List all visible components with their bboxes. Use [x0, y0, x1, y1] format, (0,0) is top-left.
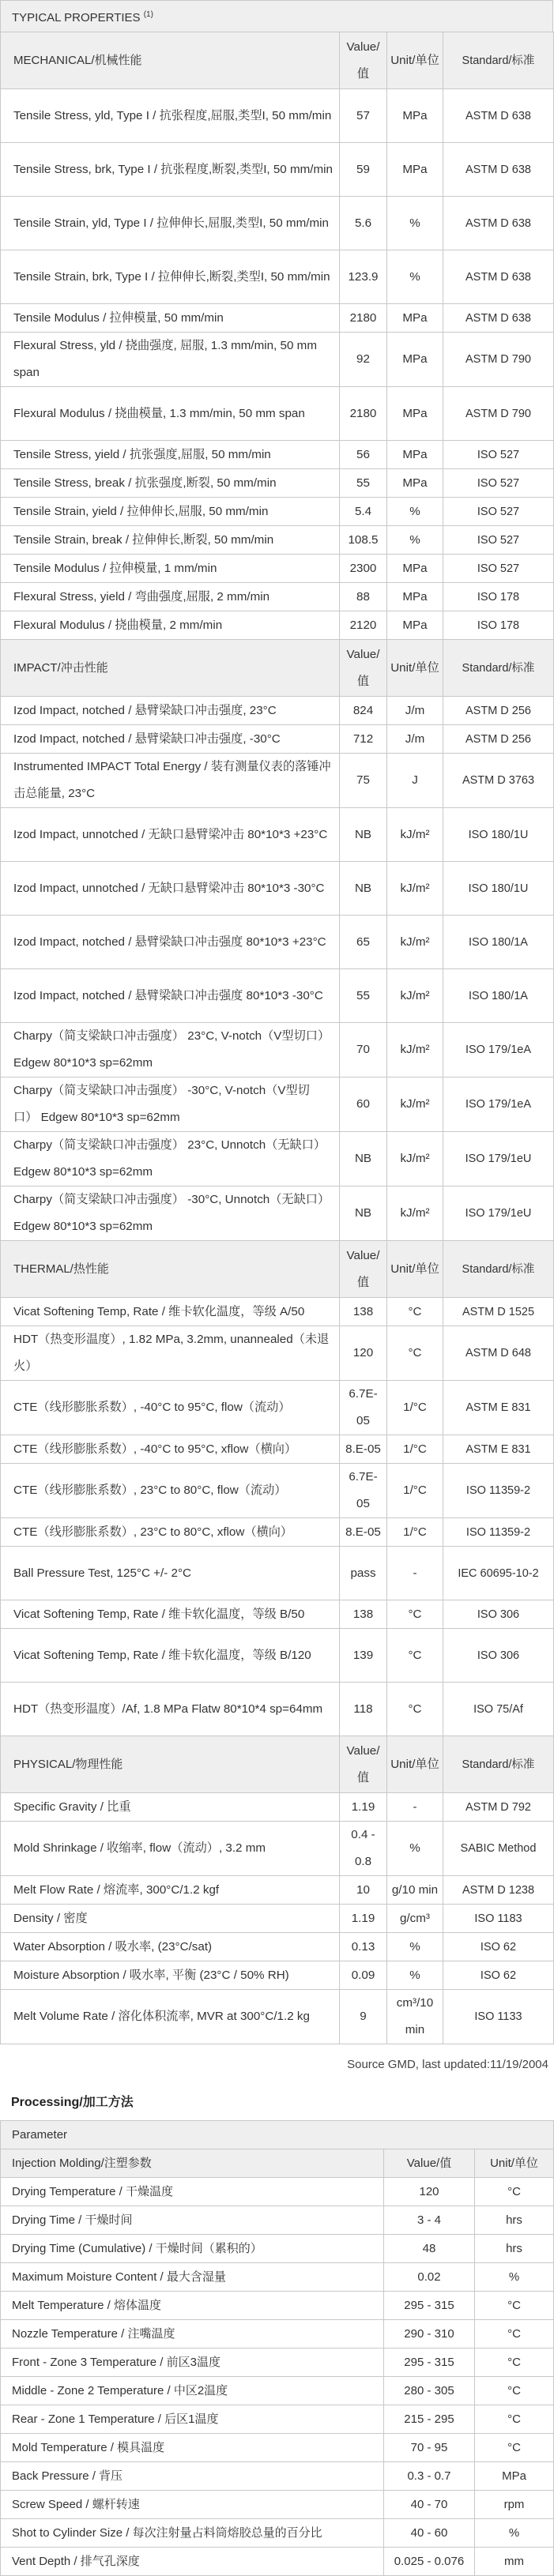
processing-row [1, 2491, 554, 2519]
property-row [1, 1326, 554, 1381]
property-name: Instrumented IMPACT Total Energy / 装有测量仪表的落锤冲击总能量, 23°C [1, 754, 340, 808]
property-row [1, 1933, 554, 1961]
property-unit: kJ/m² [387, 862, 443, 916]
property-standard: ISO 527 [443, 555, 554, 583]
property-value: 138 [340, 1600, 387, 1629]
property-unit: °C [387, 1683, 443, 1736]
property-value: 2300 [340, 555, 387, 583]
property-standard: ASTM D 648 [443, 1326, 554, 1381]
section-title: MECHANICAL/机械性能 [1, 32, 340, 89]
property-standard: ASTM D 792 [443, 1793, 554, 1822]
property-name: Flexural Stress, yield / 弯曲强度,屈服, 2 mm/min [1, 583, 340, 611]
property-unit: °C [387, 1600, 443, 1629]
property-row [1, 333, 554, 387]
property-name: Density / 密度 [1, 1905, 340, 1933]
property-standard: ISO 179/1eU [443, 1186, 554, 1241]
column-header-value: Value/值 [340, 1241, 387, 1298]
property-value: NB [340, 862, 387, 916]
section-title: THERMAL/热性能 [1, 1241, 340, 1298]
property-unit: kJ/m² [387, 1077, 443, 1132]
property-name: Izod Impact, unnotched / 无缺口悬臂梁冲击 80*10*3 +23°C [1, 808, 340, 862]
column-header-unit: Unit/单位 [387, 1241, 443, 1298]
property-name: Izod Impact, notched / 悬臂梁缺口冲击强度, 23°C [1, 697, 340, 725]
property-row [1, 1381, 554, 1435]
property-value: 6.7E-05 [340, 1464, 387, 1518]
property-name: Tensile Strain, yld, Type I / 拉伸伸长,屈服,类型I, 50 mm/min [1, 197, 340, 250]
property-standard: ASTM D 638 [443, 89, 554, 143]
injection-molding-label: Injection Molding/注塑参数 [1, 2149, 384, 2178]
parameter-header-row [1, 2121, 554, 2149]
property-standard: ISO 178 [443, 611, 554, 640]
property-name: Tensile Strain, yield / 拉伸伸长,屈服, 50 mm/min [1, 498, 340, 526]
column-header-value: Value/值 [340, 32, 387, 89]
property-name: Tensile Stress, brk, Type I / 抗张程度,断裂,类型I, 50 mm/min [1, 143, 340, 197]
property-name: Tensile Strain, brk, Type I / 拉伸伸长,断裂,类型I, 50 mm/min [1, 250, 340, 304]
property-value: 2180 [340, 304, 387, 333]
processing-parameter-name: Screw Speed / 螺杆转速 [1, 2491, 384, 2519]
property-value: 9 [340, 1990, 387, 2044]
processing-parameter-unit: % [475, 2519, 554, 2548]
property-standard: ISO 1183 [443, 1905, 554, 1933]
processing-row [1, 2405, 554, 2434]
processing-parameter-unit: °C [475, 2405, 554, 2434]
property-row [1, 89, 554, 143]
property-name: Vicat Softening Temp, Rate / 维卡软化温度，等级 B/50 [1, 1600, 340, 1629]
property-name: Vicat Softening Temp, Rate / 维卡软化温度，等级 B/120 [1, 1629, 340, 1683]
property-value: 2180 [340, 387, 387, 441]
property-name: Vicat Softening Temp, Rate / 维卡软化温度，等级 A/50 [1, 1298, 340, 1326]
property-value: 1.19 [340, 1905, 387, 1933]
processing-parameter-name: Nozzle Temperature / 注嘴温度 [1, 2320, 384, 2348]
section-header-row [1, 32, 554, 89]
processing-parameter-value: 0.025 - 0.076 [384, 2548, 475, 2576]
property-name: Specific Gravity / 比重 [1, 1793, 340, 1822]
property-row [1, 1905, 554, 1933]
property-row [1, 1186, 554, 1241]
processing-parameter-value: 40 - 60 [384, 2519, 475, 2548]
property-unit: % [387, 1961, 443, 1990]
property-name: Tensile Stress, break / 抗张强度,断裂, 50 mm/min [1, 469, 340, 498]
property-row [1, 304, 554, 333]
processing-parameter-value: 40 - 70 [384, 2491, 475, 2519]
property-unit: cm³/10 min [387, 1990, 443, 2044]
property-name: Flexural Stress, yld / 挠曲强度, 屈服, 1.3 mm/min, 50 mm span [1, 333, 340, 387]
property-standard: ASTM D 256 [443, 725, 554, 754]
property-standard: ISO 180/1U [443, 808, 554, 862]
property-standard: IEC 60695-10-2 [443, 1547, 554, 1600]
property-row [1, 1683, 554, 1736]
property-value: 75 [340, 754, 387, 808]
property-standard: ISO 75/Af [443, 1683, 554, 1736]
processing-row [1, 2178, 554, 2206]
property-unit: - [387, 1793, 443, 1822]
processing-parameter-unit: °C [475, 2434, 554, 2462]
property-unit: °C [387, 1326, 443, 1381]
property-row [1, 583, 554, 611]
property-standard: ISO 180/1U [443, 862, 554, 916]
property-value: 55 [340, 469, 387, 498]
processing-parameter-name: Vent Depth / 排气孔深度 [1, 2548, 384, 2576]
processing-parameter-value: 215 - 295 [384, 2405, 475, 2434]
property-unit: MPa [387, 469, 443, 498]
processing-parameter-name: Drying Temperature / 干燥温度 [1, 2178, 384, 2206]
property-value: 8.E-05 [340, 1435, 387, 1464]
property-standard: ASTM D 638 [443, 250, 554, 304]
property-name: Charpy（简支梁缺口冲击强度） -30°C, V-notch（V型切口） Edgew 80*10*3 sp=62mm [1, 1077, 340, 1132]
processing-parameter-name: Back Pressure / 背压 [1, 2462, 384, 2491]
section-header-row [1, 1241, 554, 1298]
processing-parameter-value: 290 - 310 [384, 2320, 475, 2348]
property-standard: ISO 527 [443, 441, 554, 469]
section-header-row [1, 1736, 554, 1793]
property-standard: ISO 179/1eA [443, 1077, 554, 1132]
processing-parameter-unit: % [475, 2263, 554, 2292]
property-name: CTE（线形膨胀系数）, 23°C to 80°C, flow（流动） [1, 1464, 340, 1518]
property-name: Tensile Stress, yld, Type I / 抗张程度,屈服,类型I, 50 mm/min [1, 89, 340, 143]
property-name: Tensile Modulus / 拉伸模量, 50 mm/min [1, 304, 340, 333]
property-value: NB [340, 1132, 387, 1186]
property-standard: ASTM E 831 [443, 1435, 554, 1464]
column-header-standard: Standard/标准 [443, 32, 554, 89]
property-unit: MPa [387, 304, 443, 333]
typical-properties-table [0, 32, 554, 2044]
property-row [1, 1990, 554, 2044]
property-row [1, 498, 554, 526]
property-name: Melt Volume Rate / 溶化体积流率, MVR at 300°C/1.2 kg [1, 1990, 340, 2044]
property-unit: MPa [387, 555, 443, 583]
property-row [1, 250, 554, 304]
processing-parameter-unit: °C [475, 2377, 554, 2405]
property-row [1, 441, 554, 469]
property-value: 55 [340, 969, 387, 1023]
processing-parameter-value: 70 - 95 [384, 2434, 475, 2462]
processing-parameter-unit: °C [475, 2178, 554, 2206]
column-header-standard: Standard/标准 [443, 1241, 554, 1298]
property-value: 57 [340, 89, 387, 143]
property-row [1, 1629, 554, 1683]
property-value: 0.4 - 0.8 [340, 1822, 387, 1876]
property-unit: % [387, 1822, 443, 1876]
column-header-unit: Unit/单位 [387, 1736, 443, 1793]
property-row [1, 1600, 554, 1629]
property-value: NB [340, 1186, 387, 1241]
property-unit: MPa [387, 441, 443, 469]
property-unit: J [387, 754, 443, 808]
property-standard: ISO 306 [443, 1600, 554, 1629]
property-unit: MPa [387, 583, 443, 611]
property-value: 92 [340, 333, 387, 387]
property-value: 59 [340, 143, 387, 197]
property-unit: kJ/m² [387, 1023, 443, 1077]
property-row [1, 526, 554, 555]
property-name: Water Absorption / 吸水率, (23°C/sat) [1, 1933, 340, 1961]
property-unit: J/m [387, 725, 443, 754]
property-value: 712 [340, 725, 387, 754]
property-value: 824 [340, 697, 387, 725]
processing-row [1, 2434, 554, 2462]
property-name: Charpy（简支梁缺口冲击强度） -30°C, Unnotch（无缺口） Edgew 80*10*3 sp=62mm [1, 1186, 340, 1241]
property-value: 1.19 [340, 1793, 387, 1822]
column-header-unit: Unit/单位 [387, 640, 443, 697]
section-title: PHYSICAL/物理性能 [1, 1736, 340, 1793]
column-header-unit: Unit/单位 [387, 32, 443, 89]
property-value: 5.6 [340, 197, 387, 250]
property-name: CTE（线形膨胀系数）, -40°C to 95°C, xflow（横向） [1, 1435, 340, 1464]
property-unit: 1/°C [387, 1381, 443, 1435]
property-unit: kJ/m² [387, 916, 443, 969]
property-unit: % [387, 250, 443, 304]
property-row [1, 143, 554, 197]
processing-parameter-value: 120 [384, 2178, 475, 2206]
property-unit: - [387, 1547, 443, 1600]
processing-parameter-value: 0.3 - 0.7 [384, 2462, 475, 2491]
processing-parameter-name: Melt Temperature / 熔体温度 [1, 2292, 384, 2320]
property-standard: ISO 11359-2 [443, 1464, 554, 1518]
property-row [1, 197, 554, 250]
property-row [1, 1793, 554, 1822]
property-name: HDT（热变形温度）, 1.82 MPa, 3.2mm, unannealed（未退火） [1, 1326, 340, 1381]
footnote-marker: (1) [143, 10, 153, 19]
property-row [1, 969, 554, 1023]
property-row [1, 754, 554, 808]
property-standard: ASTM D 790 [443, 333, 554, 387]
property-name: CTE（线形膨胀系数）, 23°C to 80°C, xflow（横向） [1, 1518, 340, 1547]
property-value: 118 [340, 1683, 387, 1736]
injection-molding-header-row [1, 2149, 554, 2178]
property-unit: MPa [387, 143, 443, 197]
property-unit: °C [387, 1629, 443, 1683]
property-row [1, 862, 554, 916]
property-standard: ISO 178 [443, 583, 554, 611]
property-name: Izod Impact, unnotched / 无缺口悬臂梁冲击 80*10*3 -30°C [1, 862, 340, 916]
property-name: Moisture Absorption / 吸水率, 平衡 (23°C / 50% RH) [1, 1961, 340, 1990]
property-name: Izod Impact, notched / 悬臂梁缺口冲击强度 80*10*3 +23°C [1, 916, 340, 969]
processing-row [1, 2348, 554, 2377]
property-row [1, 808, 554, 862]
property-unit: % [387, 526, 443, 555]
processing-parameter-unit: °C [475, 2292, 554, 2320]
property-value: 0.09 [340, 1961, 387, 1990]
processing-row [1, 2548, 554, 2576]
property-unit: 1/°C [387, 1464, 443, 1518]
property-unit: MPa [387, 611, 443, 640]
property-value: 120 [340, 1326, 387, 1381]
property-row [1, 1077, 554, 1132]
processing-parameter-value: 295 - 315 [384, 2292, 475, 2320]
property-standard: ASTM E 831 [443, 1381, 554, 1435]
property-standard: ISO 180/1A [443, 969, 554, 1023]
property-value: 60 [340, 1077, 387, 1132]
property-value: 5.4 [340, 498, 387, 526]
property-unit: MPa [387, 89, 443, 143]
processing-row [1, 2235, 554, 2263]
property-row [1, 387, 554, 441]
property-unit: kJ/m² [387, 808, 443, 862]
property-value: 8.E-05 [340, 1518, 387, 1547]
property-standard: ASTM D 256 [443, 697, 554, 725]
processing-parameter-name: Drying Time / 干燥时间 [1, 2206, 384, 2235]
processing-row [1, 2292, 554, 2320]
processing-parameter-name: Front - Zone 3 Temperature / 前区3温度 [1, 2348, 384, 2377]
property-standard: ISO 62 [443, 1933, 554, 1961]
property-row [1, 555, 554, 583]
column-header-value: Value/值 [384, 2149, 475, 2178]
processing-parameter-name: Mold Temperature / 模具温度 [1, 2434, 384, 2462]
processing-parameter-unit: MPa [475, 2462, 554, 2491]
property-row [1, 1961, 554, 1990]
processing-parameter-value: 48 [384, 2235, 475, 2263]
processing-row [1, 2206, 554, 2235]
property-name: Mold Shrinkage / 收缩率, flow（流动）, 3.2 mm [1, 1822, 340, 1876]
processing-parameter-unit: hrs [475, 2206, 554, 2235]
property-standard: ISO 180/1A [443, 916, 554, 969]
property-value: NB [340, 808, 387, 862]
property-name: HDT（热变形温度）/Af, 1.8 MPa Flatw 80*10*4 sp=64mm [1, 1683, 340, 1736]
property-name: Charpy（简支梁缺口冲击强度） 23°C, V-notch（V型切口） Edgew 80*10*3 sp=62mm [1, 1023, 340, 1077]
processing-row [1, 2320, 554, 2348]
processing-table [0, 2120, 554, 2576]
property-row [1, 1298, 554, 1326]
processing-parameter-name: Maximum Moisture Content / 最大含湿量 [1, 2263, 384, 2292]
property-value: 70 [340, 1023, 387, 1077]
property-name: Flexural Modulus / 挠曲模量, 1.3 mm/min, 50 mm span [1, 387, 340, 441]
property-row [1, 916, 554, 969]
property-name: Tensile Stress, yield / 抗张强度,屈服, 50 mm/min [1, 441, 340, 469]
property-row [1, 1518, 554, 1547]
property-unit: kJ/m² [387, 1186, 443, 1241]
processing-parameter-name: Shot to Cylinder Size / 每次注射量占料筒熔胶总量的百分比 [1, 2519, 384, 2548]
processing-parameter-unit: hrs [475, 2235, 554, 2263]
property-name: Ball Pressure Test, 125°C +/- 2°C [1, 1547, 340, 1600]
column-header-value: Value/值 [340, 640, 387, 697]
property-name: Tensile Strain, break / 拉伸伸长,断裂, 50 mm/min [1, 526, 340, 555]
property-name: Flexural Modulus / 挠曲模量, 2 mm/min [1, 611, 340, 640]
property-value: 138 [340, 1298, 387, 1326]
property-standard: ASTM D 1525 [443, 1298, 554, 1326]
property-name: Melt Flow Rate / 熔流率, 300°C/1.2 kgf [1, 1876, 340, 1905]
typical-properties-title [0, 0, 553, 32]
property-unit: MPa [387, 333, 443, 387]
property-value: 2120 [340, 611, 387, 640]
processing-row [1, 2263, 554, 2292]
property-standard: ISO 527 [443, 526, 554, 555]
property-standard: ISO 179/1eA [443, 1023, 554, 1077]
property-row [1, 1547, 554, 1600]
property-unit: g/cm³ [387, 1905, 443, 1933]
property-name: Izod Impact, notched / 悬臂梁缺口冲击强度, -30°C [1, 725, 340, 754]
property-row [1, 725, 554, 754]
processing-row [1, 2519, 554, 2548]
processing-parameter-value: 295 - 315 [384, 2348, 475, 2377]
property-value: 108.5 [340, 526, 387, 555]
column-header-unit: Unit/单位 [475, 2149, 554, 2178]
property-value: 139 [340, 1629, 387, 1683]
property-name: Charpy（简支梁缺口冲击强度） 23°C, Unnotch（无缺口） Edgew 80*10*3 sp=62mm [1, 1132, 340, 1186]
property-value: 65 [340, 916, 387, 969]
section-header-row [1, 640, 554, 697]
property-standard: ISO 527 [443, 498, 554, 526]
property-unit: J/m [387, 697, 443, 725]
property-row [1, 1822, 554, 1876]
property-row [1, 469, 554, 498]
parameter-label: Parameter [1, 2121, 554, 2149]
processing-parameter-value: 280 - 305 [384, 2377, 475, 2405]
property-unit: 1/°C [387, 1435, 443, 1464]
column-header-value: Value/值 [340, 1736, 387, 1793]
processing-parameter-name: Middle - Zone 2 Temperature / 中区2温度 [1, 2377, 384, 2405]
property-value: 123.9 [340, 250, 387, 304]
property-unit: MPa [387, 387, 443, 441]
property-value: 56 [340, 441, 387, 469]
processing-row [1, 2377, 554, 2405]
processing-parameter-value: 0.02 [384, 2263, 475, 2292]
property-row [1, 1464, 554, 1518]
processing-parameter-unit: °C [475, 2348, 554, 2377]
property-standard: ISO 62 [443, 1961, 554, 1990]
processing-parameter-unit: rpm [475, 2491, 554, 2519]
processing-row [1, 2462, 554, 2491]
section-title: IMPACT/冲击性能 [1, 640, 340, 697]
property-row [1, 611, 554, 640]
property-standard: ISO 306 [443, 1629, 554, 1683]
property-unit: % [387, 1933, 443, 1961]
property-name: CTE（线形膨胀系数）, -40°C to 95°C, flow（流动） [1, 1381, 340, 1435]
typical-properties-title-text: TYPICAL PROPERTIES [12, 11, 141, 24]
property-unit: °C [387, 1298, 443, 1326]
property-standard: ASTM D 638 [443, 143, 554, 197]
property-value: 6.7E-05 [340, 1381, 387, 1435]
source-note: Source GMD, last updated:11/19/2004 [347, 2058, 548, 2071]
property-standard: ASTM D 638 [443, 304, 554, 333]
processing-title: Processing/加工方法 [11, 2096, 134, 2109]
property-standard: ASTM D 638 [443, 197, 554, 250]
processing-parameter-value: 3 - 4 [384, 2206, 475, 2235]
property-unit: 1/°C [387, 1518, 443, 1547]
property-row [1, 1876, 554, 1905]
property-standard: ASTM D 1238 [443, 1876, 554, 1905]
property-unit: % [387, 498, 443, 526]
property-unit: kJ/m² [387, 1132, 443, 1186]
property-value: 10 [340, 1876, 387, 1905]
property-standard: ASTM D 790 [443, 387, 554, 441]
property-row [1, 697, 554, 725]
property-standard: ISO 11359-2 [443, 1518, 554, 1547]
processing-parameter-name: Rear - Zone 1 Temperature / 后区1温度 [1, 2405, 384, 2434]
property-unit: % [387, 197, 443, 250]
property-value: 0.13 [340, 1933, 387, 1961]
property-row [1, 1132, 554, 1186]
processing-parameter-name: Drying Time (Cumulative) / 干燥时间（累积的） [1, 2235, 384, 2263]
column-header-standard: Standard/标准 [443, 1736, 554, 1793]
property-standard: ISO 1133 [443, 1990, 554, 2044]
property-name: Tensile Modulus / 拉伸模量, 1 mm/min [1, 555, 340, 583]
property-name: Izod Impact, notched / 悬臂梁缺口冲击强度 80*10*3 -30°C [1, 969, 340, 1023]
property-row [1, 1023, 554, 1077]
property-value: 88 [340, 583, 387, 611]
property-value: pass [340, 1547, 387, 1600]
property-row [1, 1435, 554, 1464]
processing-parameter-unit: °C [475, 2320, 554, 2348]
property-standard: ASTM D 3763 [443, 754, 554, 808]
property-unit: g/10 min [387, 1876, 443, 1905]
property-standard: ISO 179/1eU [443, 1132, 554, 1186]
property-unit: kJ/m² [387, 969, 443, 1023]
column-header-standard: Standard/标准 [443, 640, 554, 697]
property-standard: SABIC Method [443, 1822, 554, 1876]
processing-parameter-unit: mm [475, 2548, 554, 2576]
property-standard: ISO 527 [443, 469, 554, 498]
